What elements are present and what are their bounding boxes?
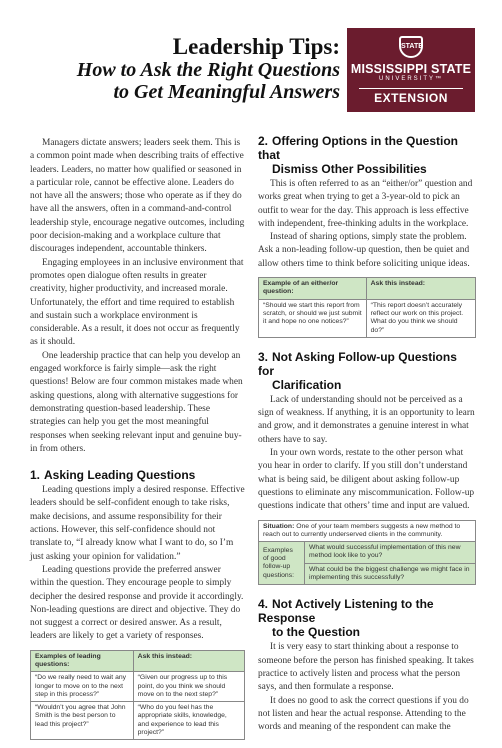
section-2-paragraph-1: This is often referred to as an “either/or” question and works great when trying to get a 3-year-old to pick an outfit to wear for the day. This approach is less effective with independent, free-thinking adults in the workplace.: [258, 179, 473, 229]
right-column: [258, 126, 476, 734]
section-3-paragraph-2: In your own words, restate to the other person what you hear in order to clarify. If you still don’t understand what is being said, be diligent about asking follow-up questions to eliminate any miscommunication. Follow-up questions indicate that others’ time and input are valued.: [258, 448, 475, 512]
section-4-paragraph-1: It is very easy to start thinking about a response to someone before the person has finished speaking. It takes practice to actively listen and process what the person says, and then formulate a response.: [258, 642, 474, 693]
section-1-paragraph-2: Leading questions provide the preferred answer within the question. They encourage people to simply decipher the desired response and provide it accordingly. Non-leading questions are direct and objective. They do not suggest a correct or desired answer. As a result, leaders are likely to get a variety of responses.: [30, 564, 244, 642]
table-row: [259, 542, 476, 564]
table-cell: “Should we start this report from scratch, or should we just submit it and hope no one notices?”: [259, 299, 367, 337]
table-row: [259, 520, 476, 542]
document-title: [70, 34, 340, 103]
table-cell: “Given our progress up to this point, do you think we should move on to the next step?”: [133, 672, 244, 702]
section-4-heading: 4. Not Actively Listening to the Response to the Question: [258, 597, 434, 640]
table-cell: Examples of good follow-up questions:: [259, 542, 305, 585]
table-cell: What would successful implementation of this new method look like to you?: [305, 542, 476, 564]
table-row: [31, 702, 245, 740]
section-1-heading: 1. Asking Leading Questions: [30, 468, 196, 483]
section-2-heading: 2. Offering Options in the Question that Dismiss Other Possibilities: [258, 134, 458, 176]
left-column: [30, 137, 245, 748]
intro-paragraph-3: One leadership practice that can help you develop an engaged workforce is fairly simple—ask the right questions! Below are four common mistakes made when asking questions, along with alternative suggestions for demonstrating question-based leadership. These strategies can help you get the most meaningful responses when seeking relevant input and genuine buy-in from others.: [30, 350, 243, 454]
table-row: [259, 299, 476, 337]
logo-extension-label: EXTENSION: [374, 91, 448, 105]
situation-cell: Situation: One of your team members suggests a new method to reach out to currently underserved clients in the community.: [259, 520, 476, 542]
either-or-table: [258, 277, 476, 338]
section-4-paragraph-2: It does no good to ask the correct questions if you do not listen and hear the actual response. Attending to the words and meaning of the respondent can make the: [258, 695, 469, 733]
table-cell: “Wouldn’t you agree that John Smith is the best person to lead this project?”: [31, 702, 134, 740]
logo-university-name: MISSISSIPPI STATE: [350, 62, 472, 76]
table-row: [31, 672, 245, 702]
title-line-2: How to Ask the Right Questions: [76, 59, 340, 81]
section-3-paragraph-1: Lack of understanding should not be perceived as a sign of weakness. If anything, it is an opportunity to learn and grow, and it demonstrates a genuine interest in what others have to say.: [258, 394, 475, 445]
table-header: Ask this instead:: [133, 650, 244, 672]
section-3-heading: 3. Not Asking Follow-up Questions for Clarification: [258, 349, 457, 392]
leading-questions-table: [30, 650, 245, 741]
intro-paragraph-2: Engaging employees in an inclusive environment that promotes open dialogue often results in greater creativity, higher productivity, and increased morale. Unfortunately, the effort and time required to establish and sustain such a workplace environment is considerable. As a result, it does not occur as frequently as it should.: [30, 257, 244, 348]
table-header: Examples of leading questions:: [31, 650, 134, 672]
intro-paragraph-1: Managers dictate answers; leaders seek them. This is a common point made when describing traits of effective leaders. Leaders, no matter how qualified or seasoned in a particular role, cannot be effective alone. Leaders do not have all the answers; those who operate as if they do have all the answers, often in a command-and-control leadership style, encourage negative outcomes, including poor decision-making and a workplace culture that discourages independent, accountable thinkers.: [30, 138, 245, 255]
table-cell: “Who do you feel has the appropriate skills, knowledge, and experience to lead this project?”: [133, 702, 244, 740]
title-line-1: Leadership Tips:: [172, 34, 340, 59]
section-2-paragraph-2: Instead of sharing options, simply state the problem. Ask a non-leading follow-up question, then be quiet and allow others time to think before soliciting unique ideas.: [258, 232, 470, 269]
table-cell: What could be the biggest challenge we might face in implementing this successfully?: [305, 563, 476, 585]
table-cell: “Do we really need to wait any longer to move on to the next step in this process?”: [31, 672, 134, 702]
table-cell: “This report doesn’t accurately reflect our work on this project. What do you think we should do?”: [366, 299, 475, 337]
logo-divider: [359, 88, 463, 89]
follow-up-questions-table: [258, 520, 476, 586]
msu-extension-logo: [347, 28, 475, 112]
section-1-paragraph-1: Leading questions imply a desired response. Effective leaders should be self-confident enough to take risks, make decisions, and assume responsibility for their actions. However, this self-confidence should not translate to, “I already know what I want to do, so I’m just asking your opinion for validation.”: [30, 485, 245, 562]
logo-university-label: UNIVERSITY™: [378, 76, 443, 82]
msu-seal-icon: STATE: [399, 36, 423, 58]
table-header: Example of an either/or question:: [259, 278, 367, 300]
table-header: Ask this instead:: [366, 278, 475, 300]
title-line-3: to Get Meaningful Answers: [113, 81, 340, 103]
